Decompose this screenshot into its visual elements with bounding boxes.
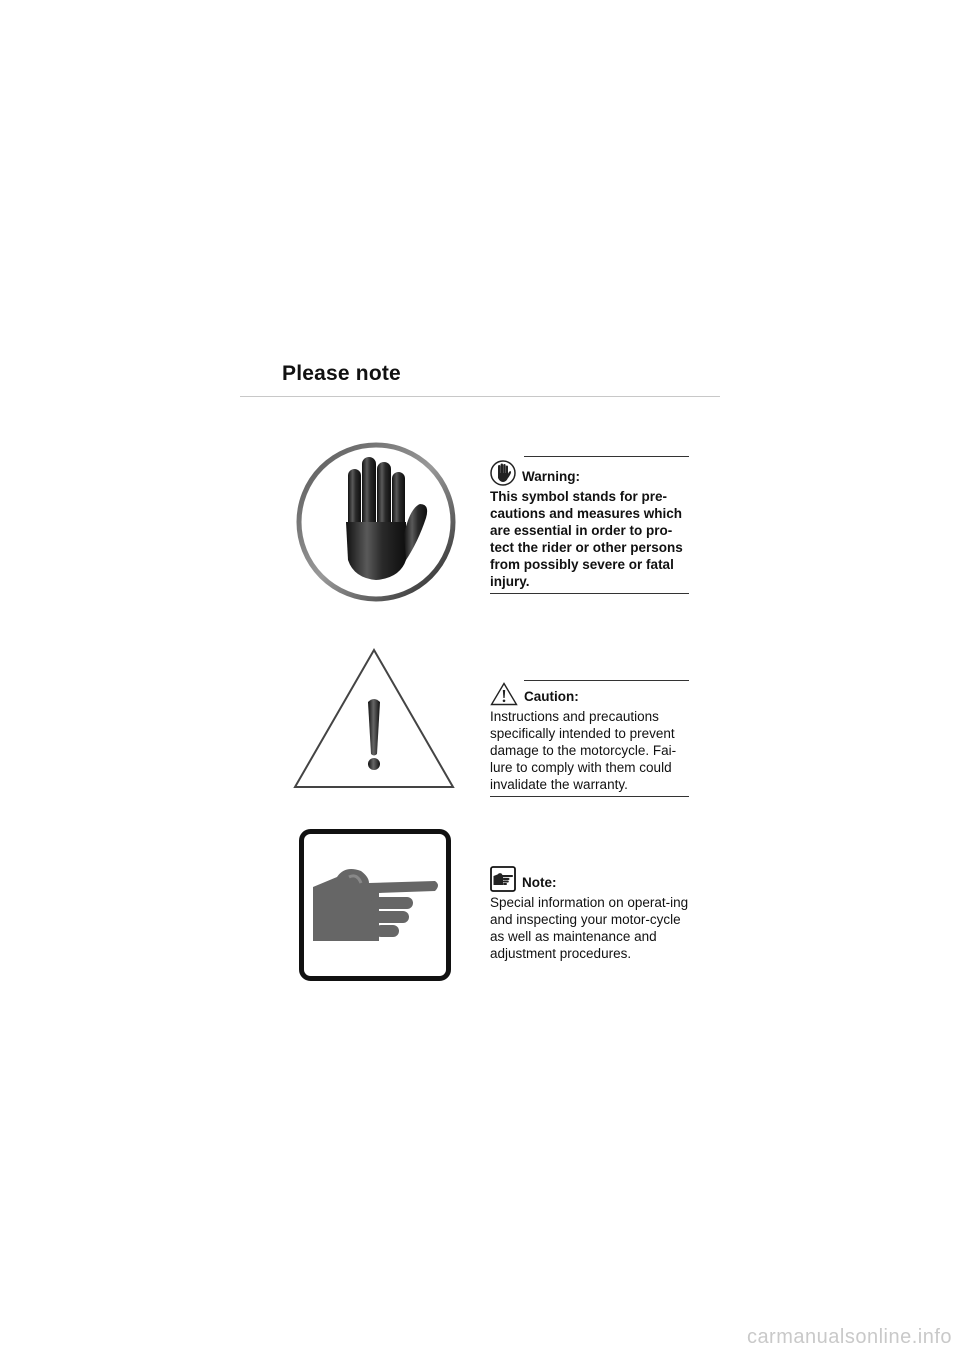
- title-divider: [240, 396, 720, 397]
- stop-hand-icon: [490, 460, 516, 486]
- warning-block: [490, 456, 689, 594]
- warning-heading: [490, 456, 689, 486]
- caution-top-rule: [524, 680, 689, 681]
- exclamation-triangle-pictogram-icon: [292, 646, 456, 790]
- warning-text: This symbol stands for pre-cautions and measures which are essential in order to pro-tect the rider or other persons from possibly severe or fatal injury.: [490, 489, 683, 589]
- caution-heading: [490, 680, 689, 706]
- warning-top-rule: [524, 456, 689, 457]
- note-heading: [490, 866, 689, 892]
- watermark-text: carmanualsonline.info: [746, 1326, 952, 1348]
- stop-hand-pictogram-icon: [296, 442, 456, 602]
- exclamation-triangle-icon: [490, 682, 518, 706]
- caution-block: [490, 680, 689, 797]
- warning-label: Warning:: [522, 469, 580, 484]
- note-label: Note:: [522, 875, 557, 890]
- pointing-hand-pictogram-icon: [299, 829, 451, 981]
- pointing-hand-icon: [490, 866, 516, 892]
- warning-bottom-rule: [490, 593, 689, 594]
- caution-bottom-rule: [490, 796, 689, 797]
- note-block: [490, 866, 689, 962]
- page-title: Please note: [282, 362, 401, 385]
- note-text: Special information on operat-ing and inspecting your motor-cycle as well as maintenance and adjustment procedures.: [490, 895, 689, 961]
- caution-label: Caution:: [524, 689, 579, 704]
- caution-text: Instructions and precautions specifically intended to prevent damage to the motorcycle. Fai-lure to comply with them could invalidate the warranty.: [490, 709, 677, 792]
